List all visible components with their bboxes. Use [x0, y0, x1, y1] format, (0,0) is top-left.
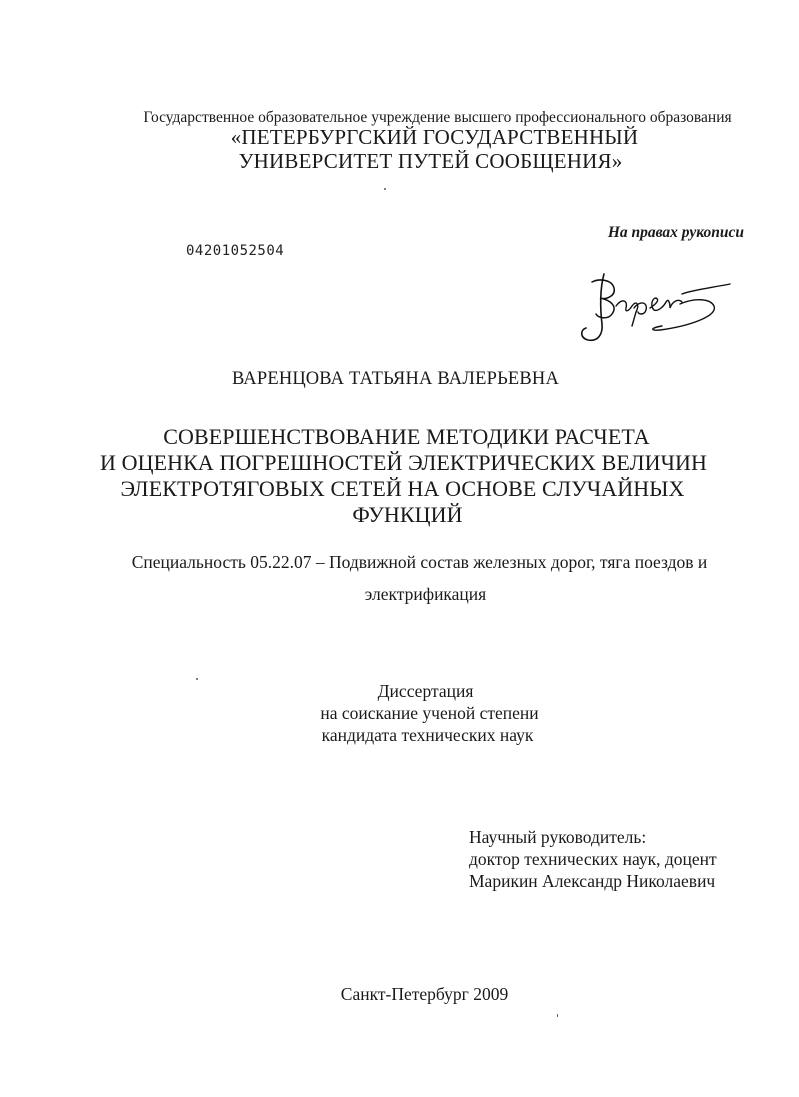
city-year: Санкт-Петербург 2009 — [340, 984, 509, 1004]
university-name-line1: «ПЕТЕРБУРГСКИЙ ГОСУДАРСТВЕННЫЙ — [230, 125, 639, 149]
dissertation-degree-line: на соискание ученой степени — [320, 703, 539, 723]
scan-speck — [384, 188, 386, 190]
university-name-line2: УНИВЕРСИТЕТ ПУТЕЙ СООБЩЕНИЯ» — [238, 149, 623, 173]
author-signature — [570, 268, 740, 346]
title-line2: И ОЦЕНКА ПОГРЕШНОСТЕЙ ЭЛЕКТРИЧЕСКИХ ВЕЛИЧИН — [100, 450, 707, 475]
title-line3: ЭЛЕКТРОТЯГОВЫХ СЕТЕЙ НА ОСНОВЕ СЛУЧАЙНЫХ — [120, 476, 685, 501]
scan-speck — [557, 1014, 558, 1017]
document-number: 04201052504 — [186, 243, 285, 259]
institution-line: Государственное образовательное учреждение высшего профессионального образования — [143, 109, 732, 126]
specialty-line1: Специальность 05.22.07 – Подвижной состав железных дорог, тяга поездов и — [131, 552, 708, 572]
dissertation-field-line: кандидата технических наук — [321, 725, 534, 745]
specialty-line2: электрификация — [364, 584, 487, 604]
title-line4: ФУНКЦИЙ — [352, 502, 463, 527]
author-name: ВАРЕНЦОВА ТАТЬЯНА ВАЛЕРЬЕВНА — [231, 369, 560, 389]
supervisor-label: Научный руководитель: — [469, 827, 647, 847]
title-line1: СОВЕРШЕНСТВОВАНИЕ МЕТОДИКИ РАСЧЕТА — [163, 424, 650, 449]
supervisor-name: Марикин Александр Николаевич — [469, 871, 716, 891]
dissertation-label: Диссертация — [377, 681, 474, 701]
rights-note: На правах рукописи — [607, 224, 744, 241]
supervisor-degree: доктор технических наук, доцент — [469, 849, 717, 869]
